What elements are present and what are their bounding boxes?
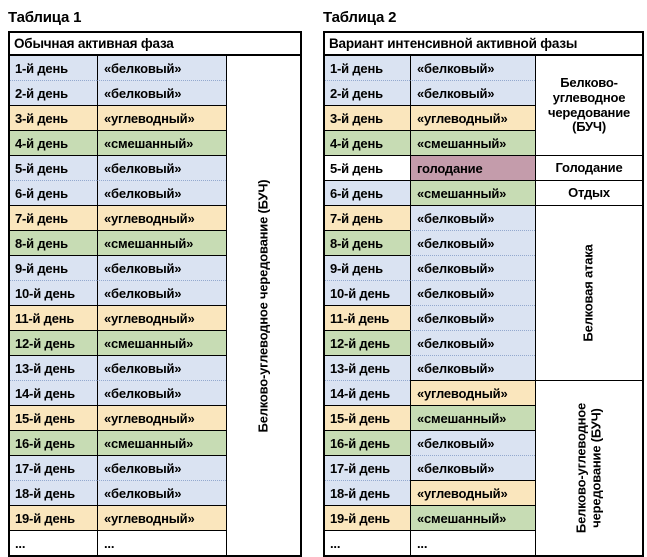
value-cell: «белковый» — [410, 280, 535, 305]
phase-label: Белково-углеводное чередование (БУЧ) — [255, 179, 271, 432]
day-cell: 8-й день — [10, 230, 97, 255]
value-cell: «белковый» — [410, 255, 535, 280]
table1-container — [8, 8, 302, 557]
value-cell: «углеводный» — [97, 505, 226, 530]
day-cell: 5-й день — [10, 155, 97, 180]
value-cell: «белковый» — [410, 205, 535, 230]
value-cell: «смешанный» — [97, 430, 226, 455]
day-cell: 3-й день — [10, 105, 97, 130]
day-cell: 13-й день — [325, 355, 410, 380]
value-cell: «белковый» — [410, 455, 535, 480]
day-cell: 19-й день — [10, 505, 97, 530]
day-cell: 10-й день — [10, 280, 97, 305]
value-cell: «белковый» — [97, 180, 226, 205]
day-cell: 14-й день — [10, 380, 97, 405]
day-cell: ... — [10, 530, 97, 555]
day-cell: 8-й день — [325, 230, 410, 255]
diet-table-1 — [8, 31, 302, 557]
day-cell: 4-й день — [325, 130, 410, 155]
day-cell: 18-й день — [325, 480, 410, 505]
phase-cell — [535, 56, 642, 155]
day-cell: 15-й день — [10, 405, 97, 430]
value-cell: «белковый» — [97, 380, 226, 405]
phase-label: Белковая атака — [580, 244, 596, 342]
day-cell: 9-й день — [325, 255, 410, 280]
value-cell: «смешанный» — [410, 180, 535, 205]
value-cell: «смешанный» — [410, 505, 535, 530]
table2-container — [323, 8, 644, 557]
value-cell: «белковый» — [410, 56, 535, 80]
value-cell: «белковый» — [97, 480, 226, 505]
day-cell: ... — [325, 530, 410, 555]
value-cell: «углеводный» — [410, 105, 535, 130]
day-cell: 7-й день — [325, 205, 410, 230]
phase-label: Белково-углеводное чередование (БУЧ) — [547, 74, 631, 135]
value-cell: «белковый» — [97, 155, 226, 180]
day-cell: 11-й день — [325, 305, 410, 330]
value-cell: «белковый» — [97, 56, 226, 80]
day-cell: 3-й день — [325, 105, 410, 130]
value-cell: «смешанный» — [97, 230, 226, 255]
day-cell: 19-й день — [325, 505, 410, 530]
value-cell: «белковый» — [410, 330, 535, 355]
day-cell: 7-й день — [10, 205, 97, 230]
table1-title: Таблица 1 — [8, 9, 82, 26]
phase-label: Голодание — [555, 159, 623, 175]
day-cell: 9-й день — [10, 255, 97, 280]
value-cell: «смешанный» — [97, 130, 226, 155]
day-cell: 5-й день — [325, 155, 410, 180]
value-cell: «смешанный» — [97, 330, 226, 355]
phase-label: Отдых — [568, 184, 610, 200]
value-cell: «белковый» — [97, 255, 226, 280]
day-cell: 16-й день — [10, 430, 97, 455]
value-cell: «белковый» — [97, 455, 226, 480]
value-cell: «углеводный» — [410, 380, 535, 405]
day-cell: 14-й день — [325, 380, 410, 405]
value-cell: «белковый» — [97, 80, 226, 105]
table-phase-header: Вариант интенсивной активной фазы — [325, 33, 642, 56]
value-cell: «углеводный» — [97, 105, 226, 130]
value-cell: ... — [410, 530, 535, 555]
day-cell: 10-й день — [325, 280, 410, 305]
phase-cell — [535, 205, 642, 380]
day-cell: 18-й день — [10, 480, 97, 505]
day-cell: 11-й день — [10, 305, 97, 330]
value-cell: «углеводный» — [97, 205, 226, 230]
table2-title: Таблица 2 — [323, 9, 397, 26]
table-phase-header: Обычная активная фаза — [10, 33, 300, 56]
value-cell: «углеводный» — [410, 480, 535, 505]
value-cell: «белковый» — [410, 230, 535, 255]
value-cell: «белковый» — [410, 430, 535, 455]
value-cell: голодание — [410, 155, 535, 180]
day-cell: 4-й день — [10, 130, 97, 155]
phase-cell — [226, 56, 300, 555]
value-cell: «белковый» — [97, 280, 226, 305]
phase-label: Белково-углеводное чередование (БУЧ) — [573, 402, 604, 534]
phase-cell — [535, 180, 642, 205]
value-cell: «белковый» — [410, 80, 535, 105]
day-cell: 2-й день — [10, 80, 97, 105]
value-cell: «белковый» — [97, 355, 226, 380]
diet-table-2 — [323, 31, 644, 557]
phase-cell — [535, 380, 642, 555]
value-cell: «белковый» — [410, 355, 535, 380]
day-cell: 1-й день — [10, 56, 97, 80]
day-cell: 17-й день — [325, 455, 410, 480]
day-cell: 2-й день — [325, 80, 410, 105]
day-cell: 16-й день — [325, 430, 410, 455]
day-cell: 12-й день — [325, 330, 410, 355]
value-cell: «углеводный» — [97, 305, 226, 330]
day-cell: 13-й день — [10, 355, 97, 380]
day-cell: 1-й день — [325, 56, 410, 80]
value-cell: ... — [97, 530, 226, 555]
value-cell: «белковый» — [410, 305, 535, 330]
day-cell: 17-й день — [10, 455, 97, 480]
value-cell: «смешанный» — [410, 130, 535, 155]
phase-cell — [535, 155, 642, 180]
value-cell: «смешанный» — [410, 405, 535, 430]
value-cell: «углеводный» — [97, 405, 226, 430]
day-cell: 12-й день — [10, 330, 97, 355]
day-cell: 6-й день — [10, 180, 97, 205]
day-cell: 6-й день — [325, 180, 410, 205]
day-cell: 15-й день — [325, 405, 410, 430]
